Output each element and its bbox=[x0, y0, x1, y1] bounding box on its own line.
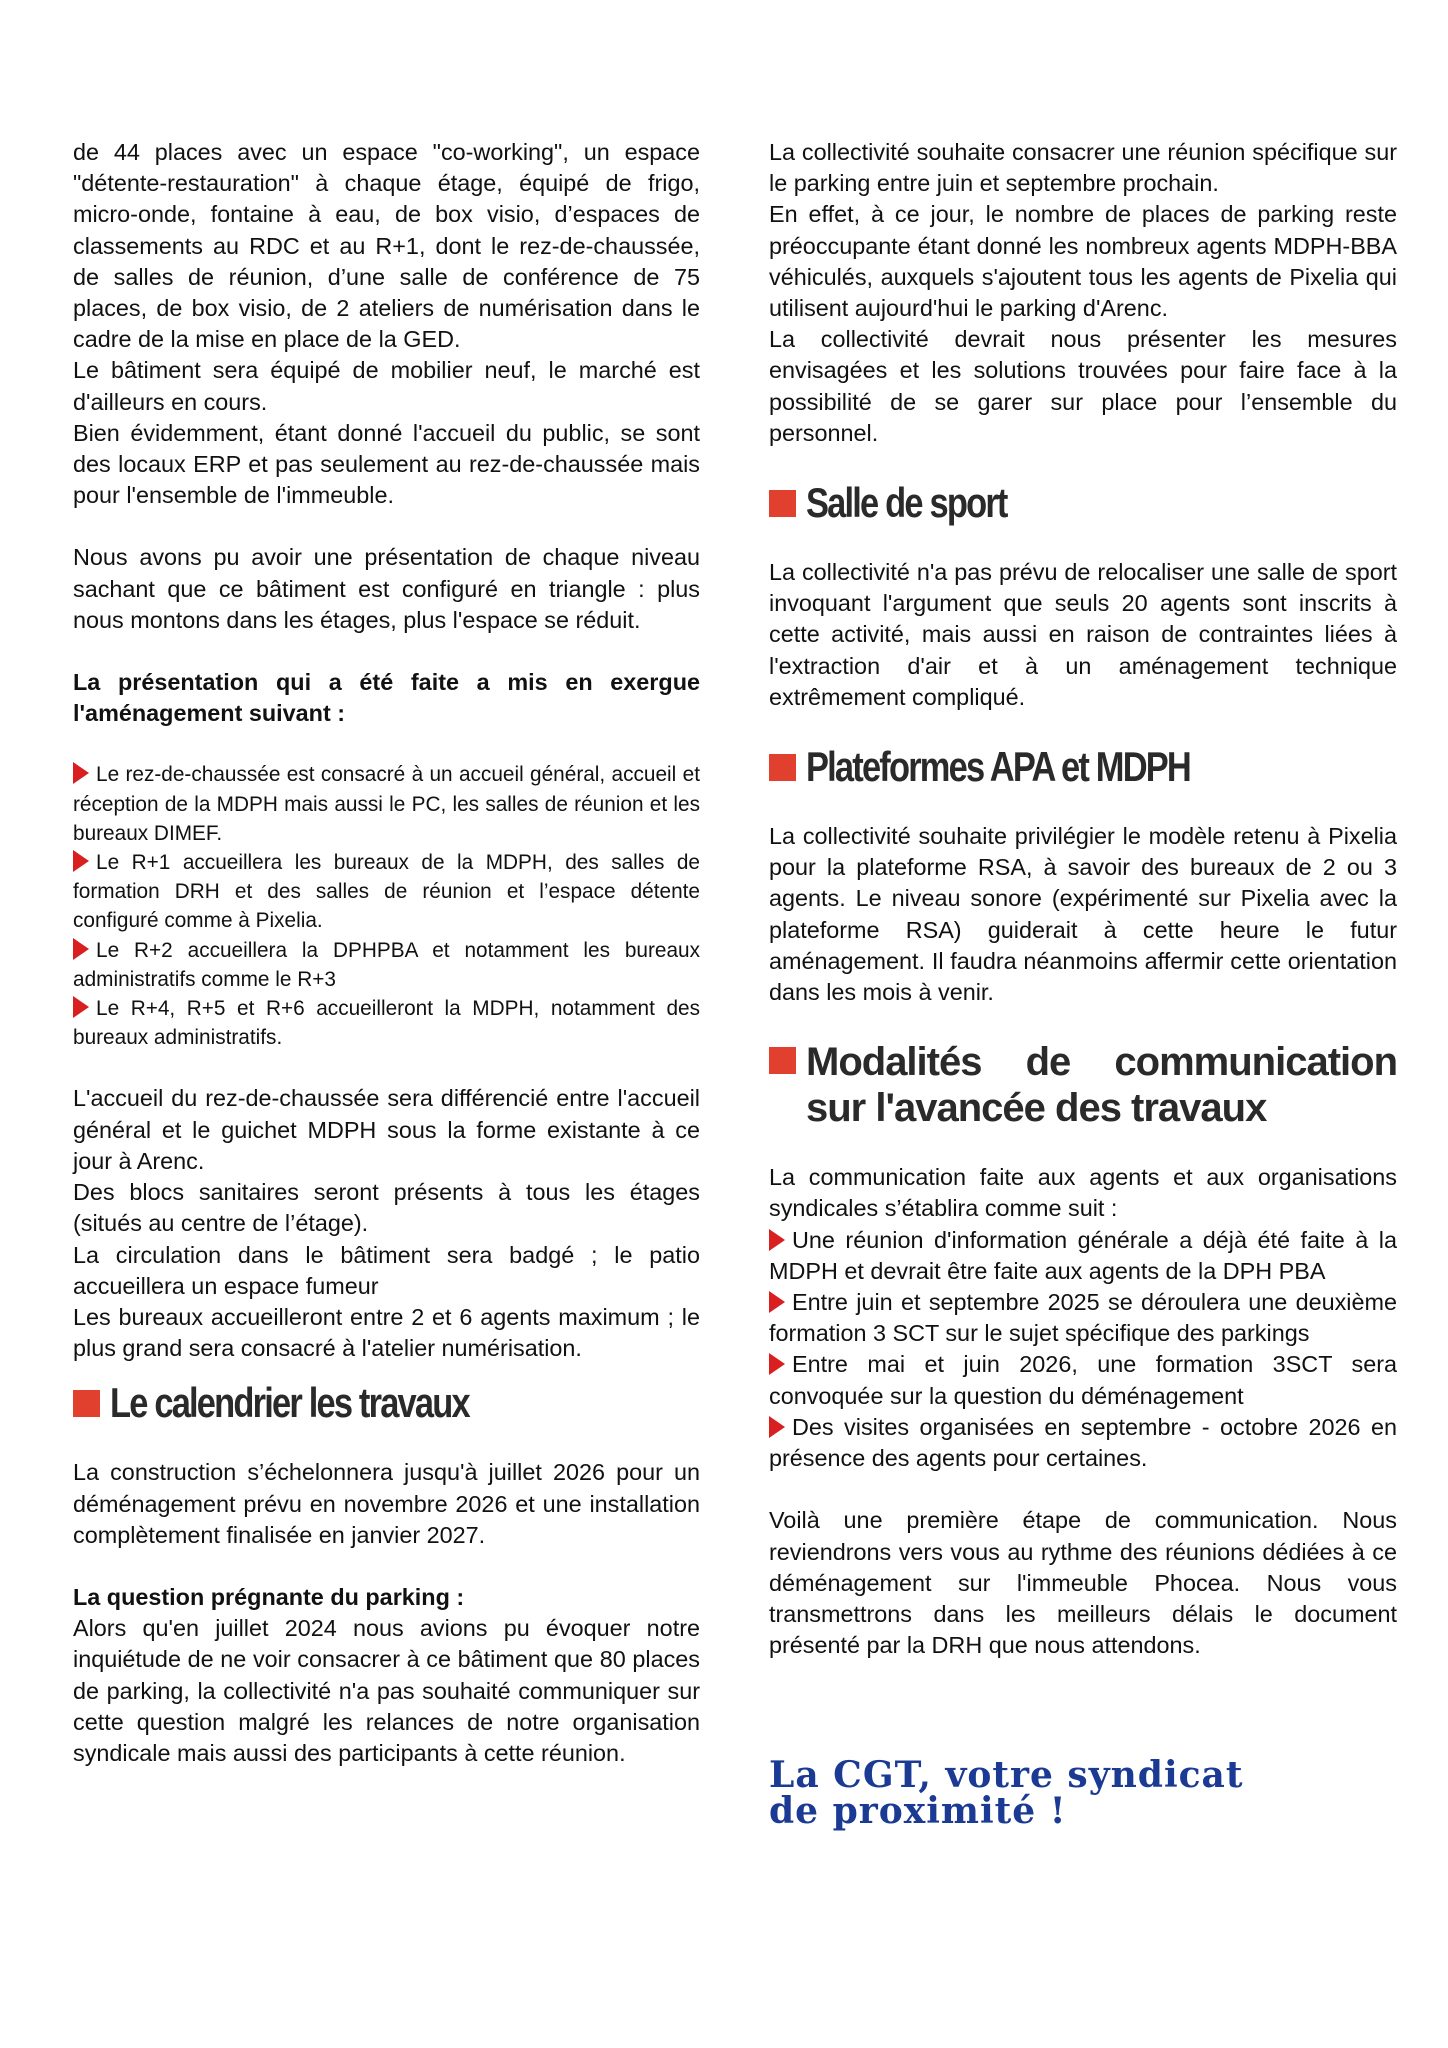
square-marker-icon bbox=[769, 1047, 796, 1074]
section-heading bbox=[769, 480, 1397, 526]
list-item: Entre mai et juin 2026, une formation 3SCT sera convoquée sur la question du déménagement bbox=[769, 1351, 1397, 1409]
heading-text: Le calendrier les travaux bbox=[110, 1379, 469, 1427]
paragraph: Alors qu'en juillet 2024 nous avions pu évoquer notre inquiétude de ne voir consacrer à ce bâtiment que 80 places de parking, la collectivité n'a pas souhaité communiquer sur cette question malgré les relances de notre organisation syndicale mais aussi des participants à cette réunion. bbox=[73, 1615, 700, 1766]
left-column bbox=[73, 137, 700, 1769]
triangle-bullet-icon bbox=[769, 1229, 785, 1251]
paragraph: La collectivité n'a pas prévu de relocaliser une salle de sport invoquant l'argument que seuls 20 agents sont inscrits à cette activité, mais aussi en raison de contraintes liées à l'extraction d'air et à un aménagement technique extrêmement compliqué. bbox=[769, 559, 1397, 710]
bullet-list bbox=[769, 1225, 1397, 1475]
paragraph: La collectivité souhaite consacrer une réunion spécifique sur le parking entre juin et septembre prochain. bbox=[769, 139, 1397, 197]
paragraph: Bien évidemment, étant donné l'accueil du public, se sont des locaux ERP et pas seulement au rez-de-chaussée mais pour l'ensemble de l'immeuble. bbox=[73, 419, 700, 509]
triangle-bullet-icon bbox=[769, 1416, 785, 1438]
right-column bbox=[769, 137, 1397, 1833]
signature-line: de proximité ! bbox=[769, 1790, 1067, 1833]
paragraph: L'accueil du rez-de-chaussée sera différencié entre l'accueil général et le guichet MDPH sous la forme existante à ce jour à Arenc. bbox=[73, 1085, 700, 1174]
list-item: Une réunion d'information générale a déjà été faite à la MDPH et devrait être faite aux agents de la DPH PBA bbox=[769, 1226, 1397, 1284]
heading-text: Plateformes APA et MDPH bbox=[806, 743, 1191, 791]
paragraph: Le bâtiment sera équipé de mobilier neuf, le marché est d'ailleurs en cours. bbox=[73, 357, 700, 415]
paragraph: Des blocs sanitaires seront présents à tous les étages (situés au centre de l’étage). bbox=[73, 1179, 700, 1237]
paragraph: En effet, à ce jour, le nombre de places de parking reste préoccupante étant donné les nombreux agents MDPH-BBA véhiculés, auxquels s'ajoutent tous les agents de Pixelia qui utilisent aujourd'hui le parking d'Arenc. bbox=[769, 201, 1397, 322]
square-marker-icon bbox=[769, 754, 796, 781]
triangle-bullet-icon bbox=[769, 1291, 785, 1313]
section-heading bbox=[73, 1380, 700, 1426]
list-item: Entre juin et septembre 2025 se déroulera une deuxième formation 3 SCT sur le sujet spécifique des parkings bbox=[769, 1289, 1397, 1347]
section-subtitle: La présentation qui a été faite a mis en exergue l'aménagement suivant : bbox=[73, 669, 700, 727]
paragraph: de 44 places avec un espace "co-working", un espace "détente-restauration" à chaque étage, équipé de frigo, micro-onde, fontaine à eau, de box visio, d’espaces de classements au RDC et au R+1, dont le rez-de-chaussée, de salles de réunion, d’une salle de conférence de 75 places, de box visio, de 2 ateliers de numérisation dans le cadre de la mise en place de la GED. bbox=[73, 139, 700, 353]
section-heading bbox=[769, 744, 1397, 790]
bullet-list bbox=[73, 760, 700, 1052]
paragraph: Voilà une première étape de communication. Nous reviendrons vers vous au rythme des réunions dédiées à ce déménagement sur l'immeuble Phocea. Nous vous transmettrons dans les meilleurs délais le document présenté par la DRH que nous attendons. bbox=[769, 1507, 1397, 1659]
signature-line: La CGT, votre syndicat bbox=[769, 1754, 1244, 1797]
triangle-bullet-icon bbox=[73, 938, 89, 960]
list-item: Le rez-de-chaussée est consacré à un accueil général, accueil et réception de la MDPH mais aussi le PC, les salles de réunion et les bureaux DIMEF. bbox=[73, 763, 700, 845]
paragraph: La construction s’échelonnera jusqu'à juillet 2026 pour un déménagement prévu en novembre 2026 et une installation complètement finalisée en janvier 2027. bbox=[73, 1459, 700, 1548]
paragraph: La collectivité devrait nous présenter les mesures envisagées et les solutions trouvées pour faire face à la possibilité de se garer sur place pour l’ensemble du personnel. bbox=[769, 326, 1397, 446]
list-item: Le R+1 accueillera les bureaux de la MDPH, des salles de formation DRH et des salles de réunion et l’espace détente configuré comme à Pixelia. bbox=[73, 851, 700, 933]
list-item: Le R+2 accueillera la DPHPBA et notamment les bureaux administratifs comme le R+3 bbox=[73, 938, 700, 991]
section-heading bbox=[769, 1039, 1397, 1131]
section-subtitle: La question prégnante du parking : bbox=[73, 1583, 465, 1610]
paragraph: La collectivité souhaite privilégier le modèle retenu à Pixelia pour la plateforme RSA, à savoir des bureaux de 2 ou 3 agents. Le niveau sonore (expérimenté sur Pixelia avec la plateforme RSA) guiderait à cette heure le futur aménagement. Il faudra néanmoins affermir cette orientation dans les mois à venir. bbox=[769, 823, 1397, 1006]
heading-text: Modalités de communication sur l'avancée des travaux bbox=[806, 1040, 1397, 1131]
triangle-bullet-icon bbox=[73, 850, 89, 872]
list-item: Le R+4, R+5 et R+6 accueilleront la MDPH, notamment des bureaux administratifs. bbox=[73, 997, 700, 1050]
square-marker-icon bbox=[73, 1390, 100, 1417]
paragraph: Les bureaux accueilleront entre 2 et 6 agents maximum ; le plus grand sera consacré à l'atelier numérisation. bbox=[73, 1303, 700, 1362]
paragraph: Nous avons pu avoir une présentation de chaque niveau sachant que ce bâtiment est configuré en triangle : plus nous montons dans les étages, plus l'espace se réduit. bbox=[73, 544, 700, 633]
signature bbox=[769, 1754, 1397, 1833]
list-item: Des visites organisées en septembre - octobre 2026 en présence des agents pour certaines. bbox=[769, 1413, 1397, 1472]
triangle-bullet-icon bbox=[73, 996, 89, 1018]
triangle-bullet-icon bbox=[73, 762, 89, 784]
paragraph: La circulation dans le bâtiment sera badgé ; le patio accueillera un espace fumeur bbox=[73, 1241, 700, 1299]
heading-text: Salle de sport bbox=[806, 479, 1007, 527]
triangle-bullet-icon bbox=[769, 1353, 785, 1375]
paragraph: La communication faite aux agents et aux organisations syndicales s’établira comme suit : bbox=[769, 1164, 1397, 1222]
square-marker-icon bbox=[769, 490, 796, 517]
